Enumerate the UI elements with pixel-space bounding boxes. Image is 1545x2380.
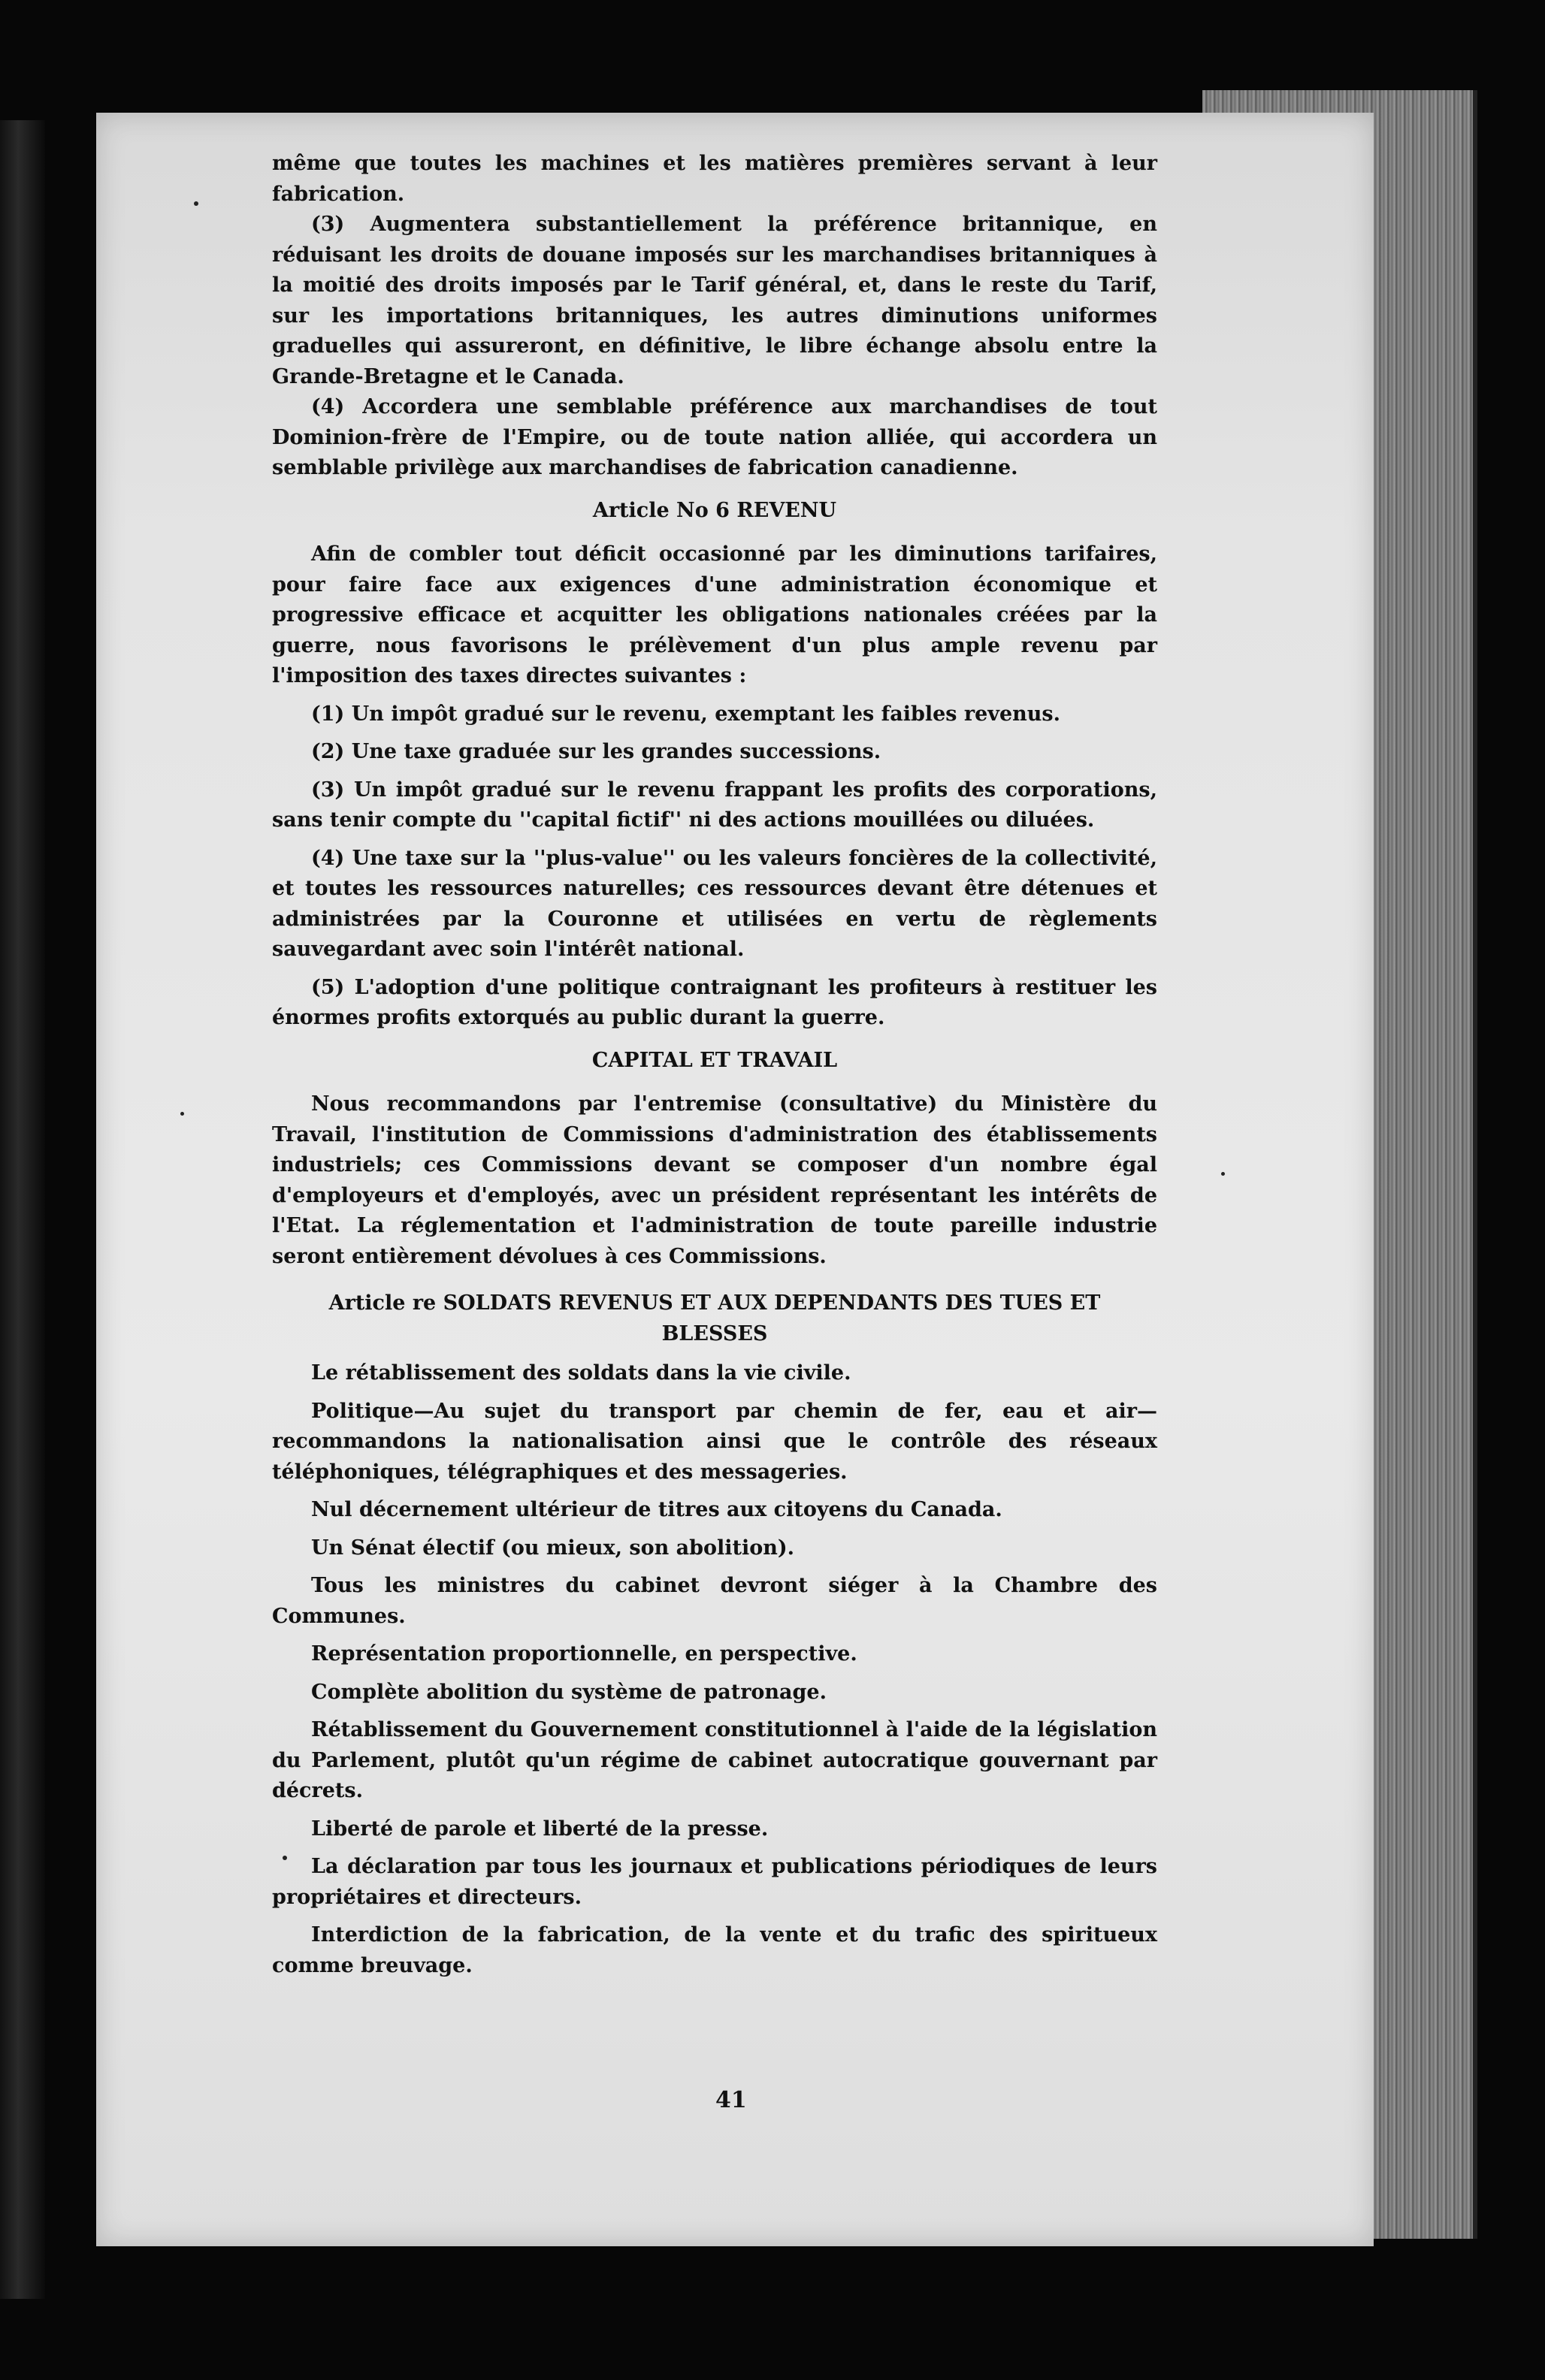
paragraph-dominion-frere: (4) Accordera une semblable préférence aux marchandises de tout Dominion-frère de l'Empire, ou de toute nation alliée, qui accordera un semblable privilège aux marchandises de fabrication canadienne. [272, 395, 1157, 479]
scan-speck [1221, 1172, 1225, 1176]
paragraph-continuation: même que toutes les machines et les matières premières servant à leur fabrication. [272, 152, 1157, 206]
scan-speck [283, 1856, 287, 1860]
paragraph-soldats-8: Rétablissement du Gouvernement constitutionnel à l'aide de la législation du Parlement, plutôt qu'un régime de cabinet autocratique gouvernant par décrets. [272, 1718, 1157, 1802]
paragraph-revenu-4: (4) Une taxe sur la ''plus-value'' ou les valeurs foncières de la collectivité, et toutes les ressources naturelles; ces ressources devant être détenues et administrées par la Couronne et utilisées en vertu de règlements sauvegardant avec soin l'intérêt national. [272, 846, 1157, 961]
paragraph-soldats-5: Tous les ministres du cabinet devront siéger à la Chambre des Communes. [272, 1574, 1157, 1628]
paragraph-soldats-3: Nul décernement ultérieur de titres aux citoyens du Canada. [311, 1498, 1002, 1521]
document-body [272, 149, 1157, 1981]
heading-capital-et-travail: CAPITAL ET TRAVAIL [591, 1048, 838, 1072]
heading-soldats-line-1: Article re SOLDATS REVENUS ET AUX DEPENDANTS DES TUES ET [328, 1291, 1101, 1315]
paragraph-soldats-9: Liberté de parole et liberté de la presse. [311, 1817, 769, 1841]
paragraph-soldats-4: Un Sénat électif (ou mieux, son abolition). [311, 1536, 795, 1560]
paragraph-revenu-3: (3) Un impôt gradué sur le revenu frappant les profits des corporations, sans tenir compte du ''capital fictif'' ni des actions mouillées ou diluées. [272, 778, 1157, 832]
scan-speck [180, 1112, 184, 1116]
paragraph-revenu-2: (2) Une taxe graduée sur les grandes successions. [311, 740, 881, 763]
paragraph-soldats-2: Politique—Au sujet du transport par chemin de fer, eau et air—recommandons la nationalisation ainsi que le contrôle des réseaux téléphoniques, télégraphiques et des messageries. [272, 1399, 1157, 1484]
paragraph-capital: Nous recommandons par l'entremise (consultative) du Ministère du Travail, l'institution de Commissions d'administration des établissements industriels; ces Commissions devant se composer d'un nombre égal d'employeurs et d'employés, avec un président représentant les intérêts de l'Etat. La réglementation et l'administration de toute pareille industrie seront entièrement dévolues à ces Commissions. [272, 1092, 1157, 1268]
heading-soldats [272, 1288, 1157, 1349]
paragraph-soldats-11: Interdiction de la fabrication, de la vente et du trafic des spiritueux comme breuvage. [272, 1923, 1157, 1977]
heading-soldats-line-2: BLESSES [661, 1321, 768, 1346]
page-number: 41 [715, 2087, 747, 2113]
paragraph-soldats-10: La déclaration par tous les journaux et publications périodiques de leurs propriétaires et directeurs. [272, 1855, 1157, 1909]
scan-left-edge [0, 120, 45, 2299]
paragraph-preference-britannique: (3) Augmentera substantiellement la préférence britannique, en réduisant les droits de douane imposés sur les marchandises britanniques à la moitié des droits imposés par le Tarif général, et, dans le reste du Tarif, sur les importations britanniques, les autres diminutions uniformes graduelles qui assureront, en définitive, le libre échange absolu entre la Grande-Bretagne et le Canada. [272, 213, 1157, 388]
paragraph-revenu-5: (5) L'adoption d'une politique contraignant les profiteurs à restituer les énormes profits extorqués au public durant la guerre. [272, 975, 1157, 1029]
heading-article-6-revenu: Article No 6 REVENU [592, 498, 837, 522]
paragraph-soldats-6: Représentation proportionnelle, en perspective. [311, 1642, 857, 1666]
paragraph-soldats-7: Complète abolition du système de patronage. [311, 1680, 827, 1704]
scan-speck [194, 201, 198, 206]
paragraph-revenu-1: (1) Un impôt gradué sur le revenu, exemptant les faibles revenus. [311, 702, 1061, 726]
paragraph-soldats-1: Le rétablissement des soldats dans la vie civile. [311, 1361, 851, 1385]
paragraph-revenu-intro: Afin de combler tout déficit occasionné par les diminutions tarifaires, pour faire face aux exigences d'une administration économique et progressive efficace et acquitter les obligations nationales créées par la guerre, nous favorisons le prélèvement d'un plus ample revenu par l'imposition des taxes directes suivantes : [272, 542, 1157, 687]
